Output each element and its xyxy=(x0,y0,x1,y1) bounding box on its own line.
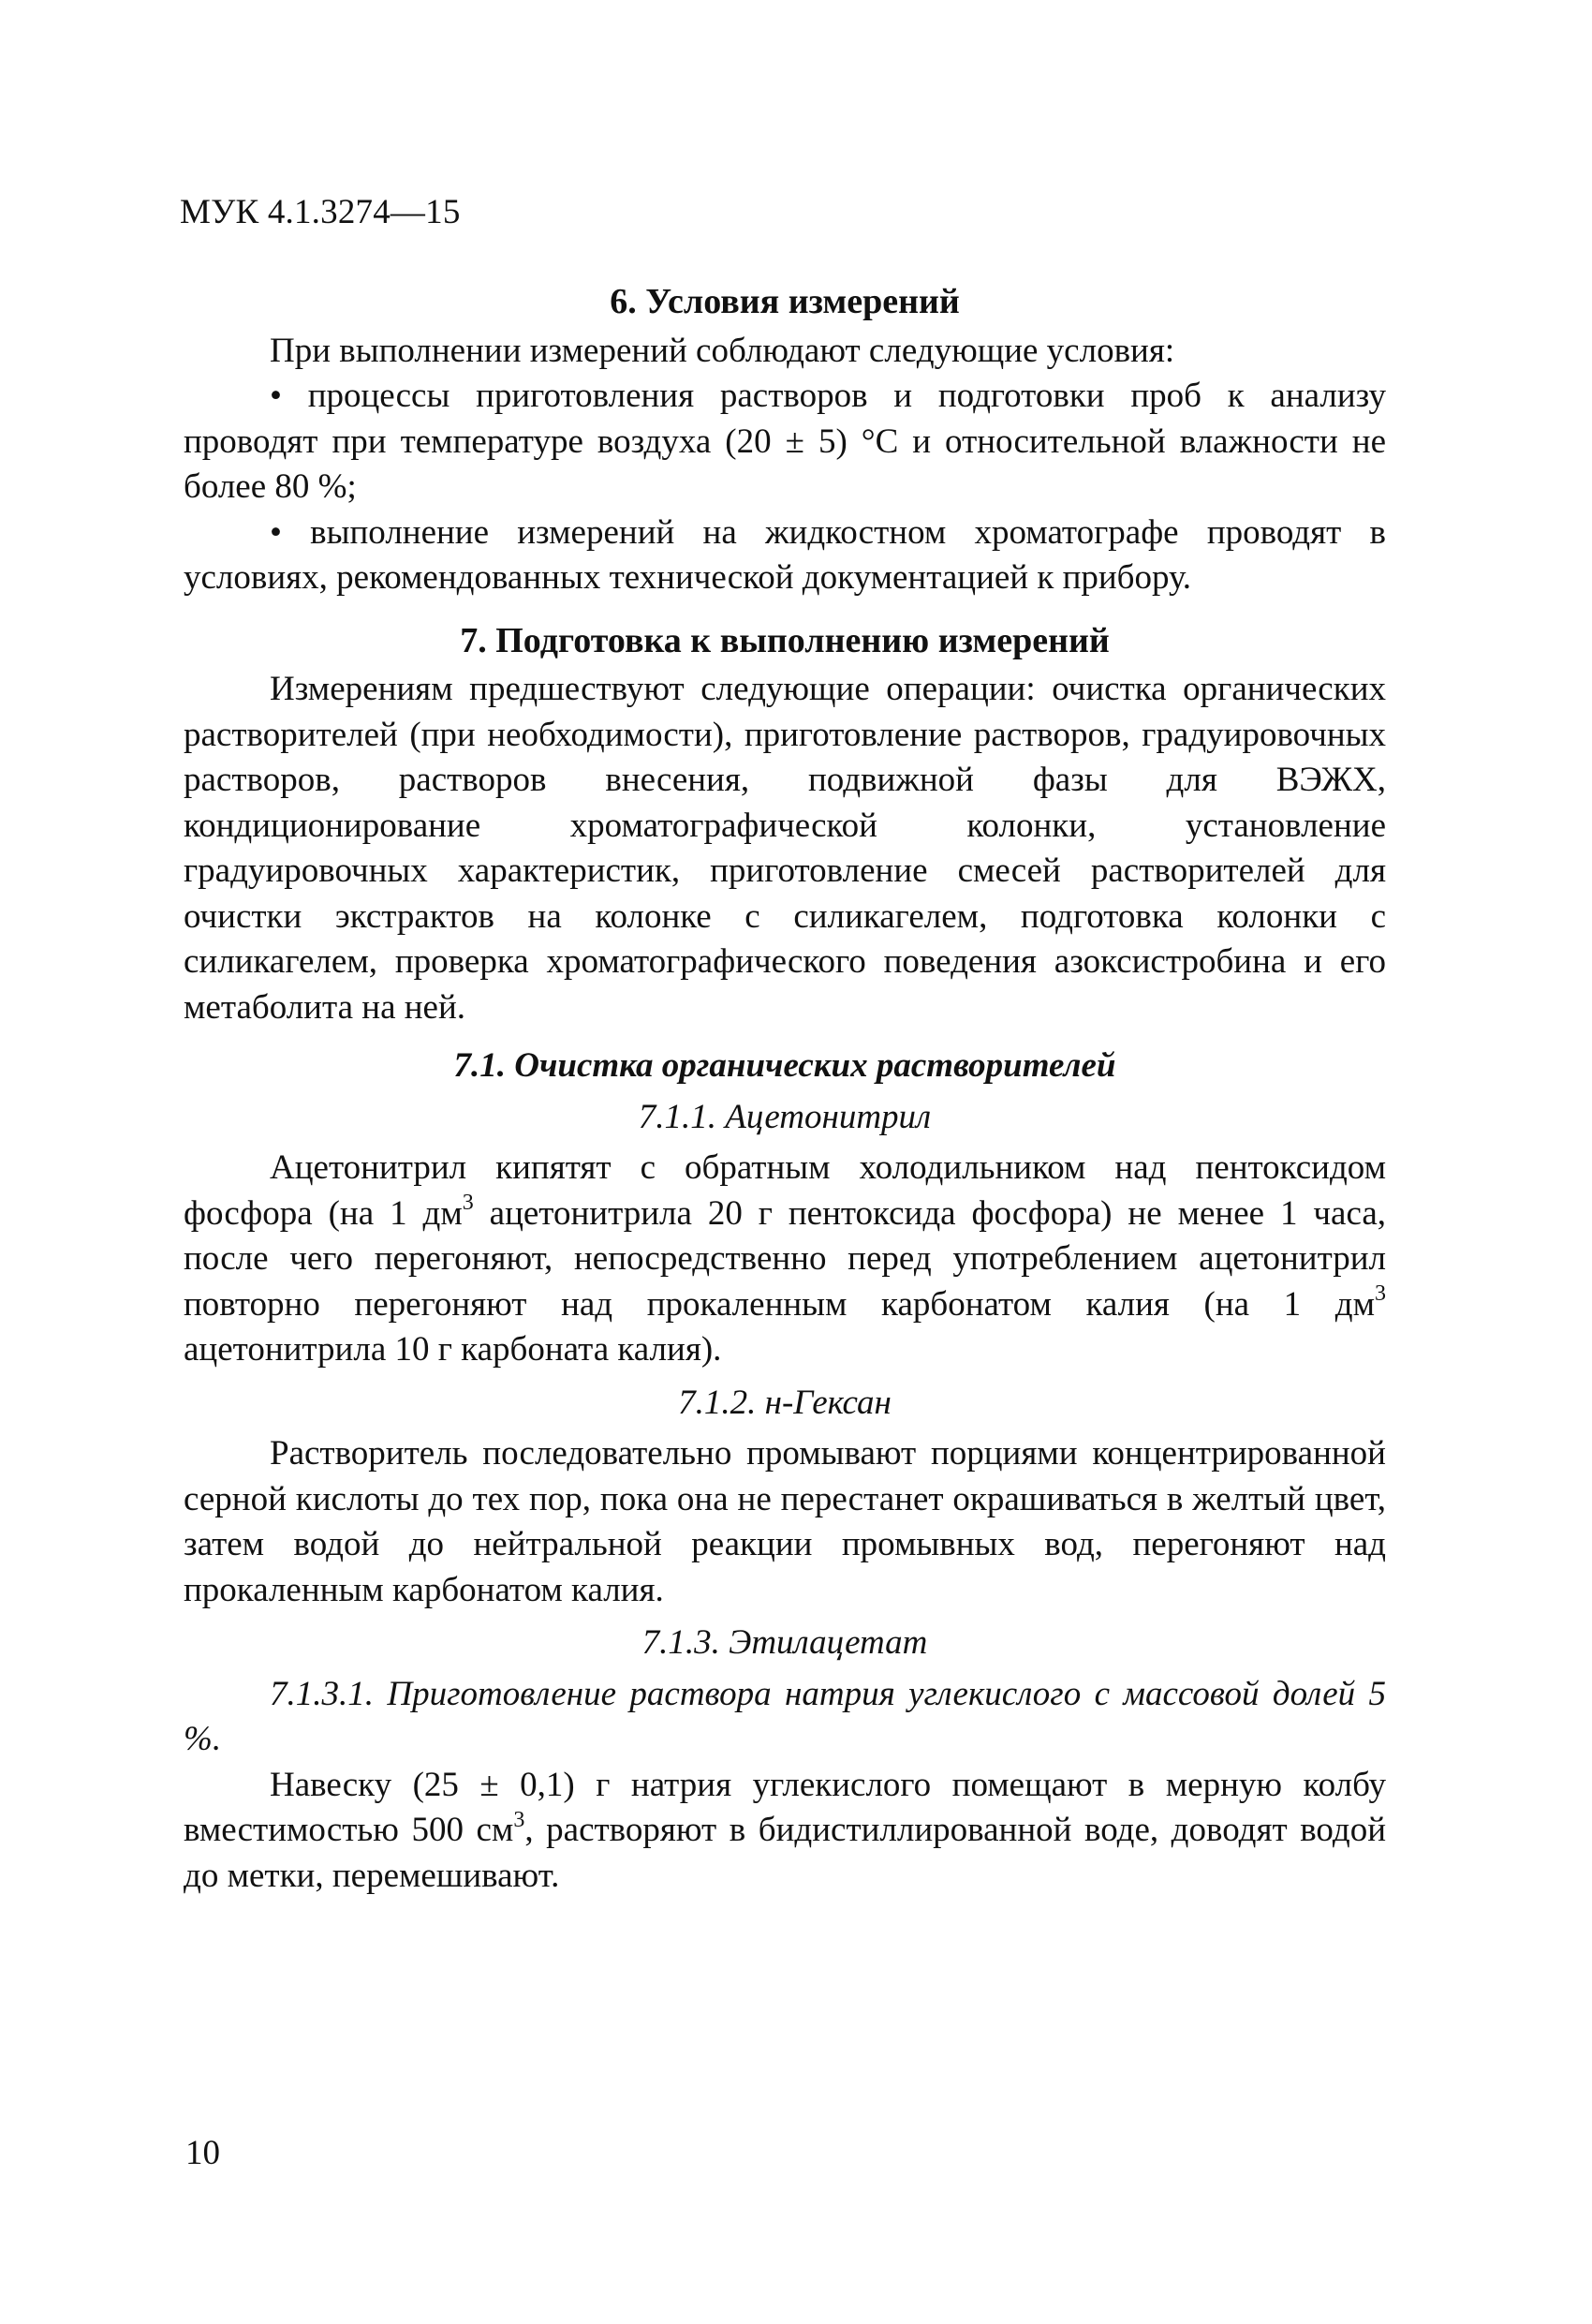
section-7-intro: Измерениям предшествуют следующие операции: очистка органических растворителей (при необходимости), приготовление растворов, градуировочных растворов, растворов внесения, подвижной фазы для ВЭЖХ, кондиционирование хроматографической колонки, установление градуировочных характеристик, приготовление смесей растворителей для очистки экстрактов на колонке с силикагелем, подготовка колонки с силикагелем, проверка хроматографического поведения азоксистробина и его метаболита на ней. xyxy=(184,670,1386,1027)
section-6-bullet-2: • выполнение измерений на жидкостном хроматографе проводят в условиях, рекомендованных технической документацией к прибору. xyxy=(184,512,1386,597)
document-code: МУК 4.1.3274—15 xyxy=(180,193,461,231)
section-7-1-3-1-text xyxy=(184,1763,1386,1900)
section-7-1-3-heading: 7.1.3. Этилацетат xyxy=(641,1623,928,1662)
section-7-heading: 7. Подготовка к выполнению измерений xyxy=(460,620,1110,660)
text-fragment: , растворяют в бидистиллированной воде, доводят водой до метки, перемешивают. xyxy=(184,1811,1386,1895)
superscript: 3 xyxy=(1375,1281,1386,1307)
superscript: 3 xyxy=(513,1807,525,1832)
section-6-intro: При выполнении измерений соблюдают следующие условия: xyxy=(270,331,1175,370)
section-6-bullet-1: • процессы приготовления растворов и подготовки проб к анализу проводят при температуре воздуха (20 ± 5) °С и относительной влажности не более 80 %; xyxy=(184,377,1386,506)
section-7-1-1-text xyxy=(184,1146,1386,1373)
text-fragment: Ацетонитрил кипятят с обратным холодильником над пентоксидом фосфора (на 1 дм xyxy=(184,1148,1386,1233)
section-7-1-2-heading: 7.1.2. н-Гексан xyxy=(678,1383,892,1422)
text-fragment: ацетонитрила 20 г пентоксида фосфора) не менее 1 часа, после чего перегоняют, непосредственно перед употреблением ацетонитрил повторно перегоняют над прокаленным карбонатом калия (на 1 дм xyxy=(184,1193,1386,1324)
section-7-1-3-1-heading: 7.1.3.1. Приготовление раствора натрия углекислого с массовой долей 5 %. xyxy=(184,1674,1386,1758)
superscript: 3 xyxy=(462,1191,474,1216)
text-fragment: ацетонитрила 10 г карбоната калия). xyxy=(184,1330,722,1369)
section-6-heading: 6. Условия измерений xyxy=(610,282,960,321)
page-content xyxy=(184,279,1386,1899)
section-7-1-1-heading: 7.1.1. Ацетонитрил xyxy=(638,1097,932,1136)
section-7-1-2-text: Растворитель последовательно промывают порциями концентрированной серной кислоты до тех пор, пока она не перестанет окрашиваться в желтый цвет, затем водой до нейтральной реакции промывных вод, перегоняют над прокаленным карбонатом калия. xyxy=(184,1434,1386,1609)
page-number: 10 xyxy=(185,2134,220,2172)
text-fragment: Навеску (25 ± 0,1) г натрия углекислого помещают в мерную колбу вместимостью 500 см xyxy=(184,1765,1386,1849)
section-7-1-heading: 7.1. Очистка органических растворителей xyxy=(453,1046,1116,1085)
